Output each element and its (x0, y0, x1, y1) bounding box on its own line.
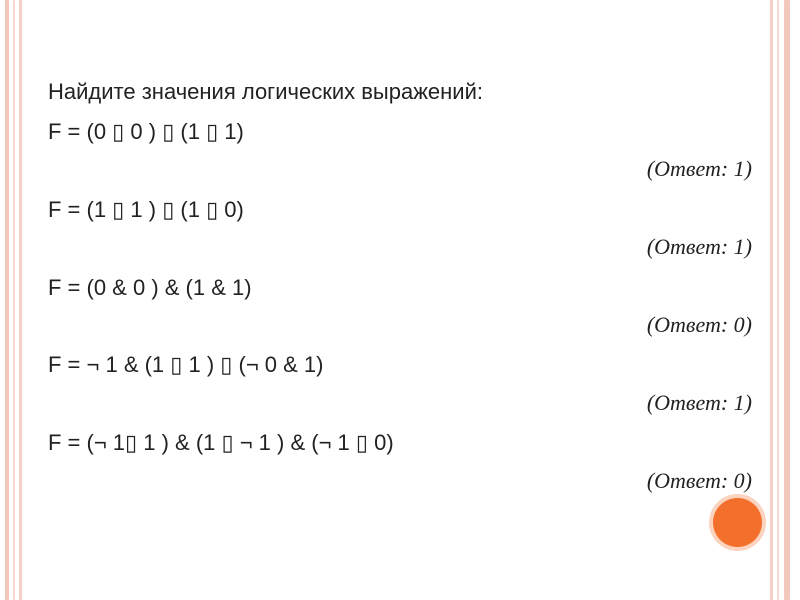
right-border-stripe (784, 0, 790, 600)
answer-3: (Ответ: 0) (646, 312, 752, 337)
expression-5: F = (¬ 1▯ 1 ) & (1 ▯ ¬ 1 ) & (¬ 1 ▯ 0) (48, 430, 394, 455)
expression-3: F = (0 & 0 ) & (1 & 1) (48, 275, 252, 300)
expression-4: F = ¬ 1 & (1 ▯ 1 ) ▯ (¬ 0 & 1) (48, 352, 324, 377)
expression-2: F = (1 ▯ 1 ) ▯ (1 ▯ 0) (48, 197, 244, 222)
left-border-stripe (5, 0, 9, 600)
expression-1: F = (0 ▯ 0 ) ▯ (1 ▯ 1) (48, 119, 244, 144)
left-border-stripe (13, 0, 15, 600)
answer-1: (Ответ: 1) (646, 156, 752, 181)
answer-2: (Ответ: 1) (646, 234, 752, 259)
left-border-stripe (19, 0, 22, 600)
slide-title: Найдите значения логических выражений: (48, 79, 483, 104)
decorative-orange-circle (713, 498, 762, 547)
right-border-stripe (770, 0, 773, 600)
answer-4: (Ответ: 1) (646, 390, 752, 415)
right-border-stripe (777, 0, 779, 600)
answer-5: (Ответ: 0) (646, 468, 752, 493)
